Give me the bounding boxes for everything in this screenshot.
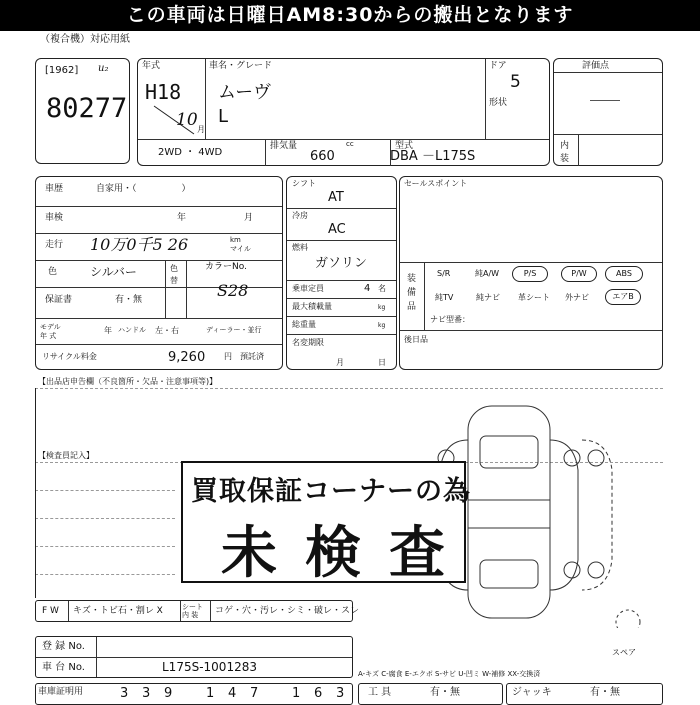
equip-power-windows: P/W (561, 266, 597, 282)
cert-digit: 3 (336, 686, 345, 701)
color-no-label: カラーNo. (205, 262, 247, 272)
no-inspection-stamp (181, 461, 473, 586)
capacity-value: 4 (364, 283, 371, 294)
exhibitor-note-label: 【出品店申告欄（不良箇所・欠品・注意事項等)】 (38, 377, 218, 386)
lot-number: 80277 (46, 93, 128, 124)
weight-unit: kg (378, 322, 386, 329)
name-change-day: 日 (378, 358, 386, 367)
grade: L (218, 106, 229, 127)
lot-small-number: [1962] (45, 65, 79, 76)
cc-unit: cc (346, 140, 354, 148)
model-year-unit: 年 (104, 326, 112, 335)
rating-label: 評価点 (582, 61, 610, 71)
stamp-uninspected-text: 未検査 (221, 521, 473, 586)
fuel-value: ガソリン (315, 256, 368, 271)
model-year-label: モデル 年 式 (40, 323, 61, 340)
stamp-guarantee-text: 買取保証コーナーの為 (191, 476, 471, 507)
color-label: 色 (48, 267, 58, 277)
navi-model-label: ナビ型番： (430, 315, 470, 324)
pickup-notice-banner: この車両は日曜日AM8:30からの搬出となります (0, 0, 700, 31)
load-unit: kg (378, 304, 386, 311)
recycle-unit: 円 (224, 352, 232, 361)
color-change-label: 色 替 (170, 264, 178, 285)
cert-digit: 3 (142, 686, 151, 701)
dealer-label: ディーラー・並行 (206, 326, 262, 334)
shape-label: 形状 (489, 98, 508, 108)
post-items-label: 後日品 (404, 335, 428, 344)
name-change-month: 月 (336, 358, 344, 367)
equip-airbag: エアB (605, 289, 641, 305)
model-code: DBA －L175S (390, 149, 476, 164)
shift-value: AT (328, 190, 344, 205)
lot-small-mark: u₂ (98, 63, 109, 74)
equip-navi: 純ナビ (476, 293, 500, 302)
history-label: 車歴 (45, 184, 64, 194)
cert-digit: 3 (120, 686, 129, 701)
doors-label: ドア (489, 61, 507, 71)
inspection-year-unit: 年 (177, 213, 187, 223)
capacity-label: 乗車定員 (292, 284, 324, 293)
weight-label: 総重量 (292, 320, 316, 329)
name-change-label: 名変期限 (292, 338, 324, 347)
drive-type: 2WD ・ 4WD (158, 147, 223, 158)
load-label: 最大積載量 (292, 302, 332, 311)
carname-label: 車名・グレード (209, 61, 273, 71)
chassis-number: L175S-1001283 (162, 660, 257, 674)
color-no-value: S28 (217, 281, 249, 300)
era-year: H18 (145, 80, 182, 104)
equip-abs: ABS (605, 266, 643, 282)
inspector-note-label: 【検査員記入】 (38, 451, 94, 460)
warranty-label: 保証書 (45, 295, 73, 305)
displacement-value: 660 (310, 149, 335, 164)
warranty-value: 有・無 (115, 295, 143, 305)
inspection-label: 車検 (45, 213, 64, 223)
recycle-value: 9,260 (168, 350, 206, 365)
rating-dash (590, 100, 620, 101)
cert-digit: 6 (314, 686, 323, 701)
jack-label: ジャッキ (512, 687, 552, 698)
displacement-label: 排気量 (270, 141, 298, 151)
handle-value: 左・右 (155, 326, 179, 335)
hand-slash (152, 104, 197, 136)
mileage-value: 10万0千5 26 (90, 235, 189, 254)
model-label: 型式 (395, 141, 414, 151)
form-type-note: （複合機）対応用紙 (40, 34, 130, 45)
history-value: 自家用・（ ） (96, 184, 191, 194)
equipment-label: 装 備 品 (407, 274, 417, 312)
equip-alloy-wheels: 純A/W (475, 269, 500, 278)
month-value: 10 (176, 110, 198, 130)
mileage-label: 走行 (45, 240, 64, 250)
ac-label: 冷房 (292, 211, 308, 220)
fuel-label: 燃料 (292, 243, 308, 252)
mileage-unit: km マイル (230, 236, 251, 253)
jack-value: 有・無 (590, 687, 620, 698)
equip-sunroof: S/R (437, 269, 451, 278)
equip-leather-seat: 革シート (518, 293, 550, 302)
garage-cert-label: 車庫証明用 (38, 687, 84, 697)
equip-aftermarket-navi: 外ナビ (565, 293, 589, 302)
rating-box (553, 58, 663, 166)
equip-power-steering: P/S (512, 266, 548, 282)
inspection-month-unit: 月 (244, 213, 254, 223)
cert-digit: 9 (164, 686, 173, 701)
interior-label: 内 装 (560, 141, 570, 164)
cert-digit: 7 (250, 686, 259, 701)
color-value: シルバー (90, 265, 137, 279)
recycle-deposit: 預託済 (240, 352, 264, 361)
sales-point-label: セールスポイント (404, 179, 468, 188)
seat-label: シート 内 装 (182, 603, 203, 619)
recycle-label: リサイクル料金 (42, 352, 97, 361)
ac-value: AC (328, 222, 346, 237)
month-unit: 月 (197, 125, 205, 134)
cert-digit: 4 (228, 686, 237, 701)
doors-value: 5 (510, 72, 521, 92)
handle-label: ハンドル (118, 326, 146, 334)
tools-value: 有・無 (430, 687, 460, 698)
damage-legend: A-キズ C-腐食 E-エクボ S-サビ U-凹ミ W-補修 XX-交換済 (358, 670, 541, 678)
fw-damage-types: キズ・トビ石・割レ X (73, 606, 163, 616)
fw-label: F W (42, 606, 59, 616)
capacity-unit: 名 (378, 284, 386, 293)
equip-tv: 純TV (435, 293, 454, 302)
cert-digit: 1 (292, 686, 301, 701)
tools-label: 工 具 (368, 687, 392, 698)
chassis-label: 車 台 No. (42, 662, 85, 673)
year-label: 年式 (142, 61, 161, 71)
cert-digit: 1 (206, 686, 215, 701)
shift-label: シフト (292, 179, 316, 188)
reg-no-label: 登 録 No. (42, 641, 85, 652)
seat-damage-types: コゲ・穴・汚レ・シミ・破レ・スレ (215, 606, 360, 616)
car-name: ムーヴ (218, 82, 272, 103)
spare-label: スペア (612, 648, 636, 657)
